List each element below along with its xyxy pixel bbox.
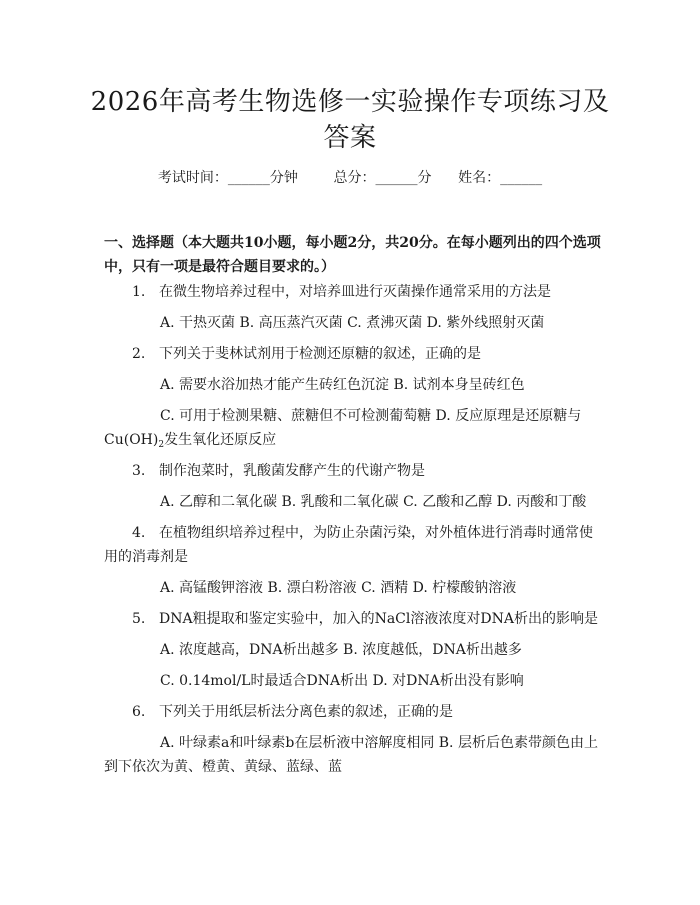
option-line: A. 乙醇和二氧化碳 B. 乳酸和二氧化碳 C. 乙酸和乙醇 D. 丙酸和丁酸 xyxy=(160,494,587,510)
time-unit: 分钟 xyxy=(269,170,298,186)
question-stem: 下列关于斐林试剂用于检测还原糖的叙述，正确的是 xyxy=(159,346,481,362)
question-stem: 在植物组织培养过程中，为防止杂菌污染，对外植体进行消毒时通常使用的消毒剂是 xyxy=(104,525,593,565)
question-number: 4. xyxy=(132,525,146,541)
question-1-options xyxy=(104,311,604,335)
option-line: A. 需要水浴加热才能产生砖红色沉淀 B. 试剂本身呈砖红色 xyxy=(160,377,525,393)
question-number: 5. xyxy=(132,611,146,627)
name-label: 姓名： xyxy=(458,170,501,186)
question-4-options xyxy=(104,576,604,600)
option-line: 发生氧化还原反应 xyxy=(164,432,277,448)
question-2-options-line-2 xyxy=(104,404,604,428)
question-3-options xyxy=(104,490,604,514)
name-blank: ______ xyxy=(500,170,543,186)
option-line: A. 干热灭菌 B. 高压蒸汽灭菌 C. 煮沸灭菌 D. 紫外线照射灭菌 xyxy=(160,315,545,331)
question-5-options-line-2 xyxy=(104,669,604,693)
option-line: A. 叶绿素a和叶绿素b在层析液中溶解度相同 B. 层析后色素带颜色由上到下依次为黄、橙黄、黄绿、蓝绿、蓝 xyxy=(104,735,598,775)
question-6-options xyxy=(104,731,604,779)
question-6 xyxy=(104,700,604,724)
question-1 xyxy=(104,280,604,304)
question-number: 6. xyxy=(132,704,146,720)
question-stem: 制作泡菜时，乳酸菌发酵产生的代谢产物是 xyxy=(159,463,425,479)
question-stem: 在微生物培养过程中，对培养皿进行灭菌操作通常采用的方法是 xyxy=(159,284,551,300)
section-heading: 一、选择题（本大题共10小题，每小题2分，共20分。在每小题列出的四个选项中，只有一项是最符合题目要求的。） xyxy=(104,235,601,275)
question-5-options-line-1 xyxy=(104,638,604,662)
formula-text: Cu(OH) xyxy=(104,432,159,448)
time-blank: ______ xyxy=(227,170,270,186)
question-2-options-line-3 xyxy=(104,428,604,452)
question-number: 3. xyxy=(132,463,146,479)
question-2-options-line-1 xyxy=(104,373,604,397)
score-label: 总分： xyxy=(333,170,376,186)
score-blank: ______ xyxy=(375,170,418,186)
option-line: C. 可用于检测果糖、蔗糖但不可检测葡萄糖 D. 反应原理是还原糖与 xyxy=(160,408,582,424)
option-line: C. 0.14mol/L时最适合DNA析出 D. 对DNA析出没有影响 xyxy=(160,673,524,689)
page-title: 2026年高考生物选修一实验操作专项练习及答案 xyxy=(90,87,610,153)
formula-subscript: 2 xyxy=(158,440,165,450)
score-unit: 分 xyxy=(417,170,432,186)
question-stem: DNA粗提取和鉴定实验中，加入的NaCl溶液浓度对DNA析出的影响是 xyxy=(159,611,598,627)
option-line: A. 高锰酸钾溶液 B. 漂白粉溶液 C. 酒精 D. 柠檬酸钠溶液 xyxy=(160,580,517,596)
question-2 xyxy=(104,342,604,366)
option-line: A. 浓度越高，DNA析出越多 B. 浓度越低，DNA析出越多 xyxy=(160,642,522,658)
exam-info-line xyxy=(0,168,700,188)
question-5 xyxy=(104,607,604,631)
question-number: 2. xyxy=(132,346,146,362)
question-stem: 下列关于用纸层析法分离色素的叙述，正确的是 xyxy=(159,704,453,720)
question-3 xyxy=(104,459,604,483)
time-label: 考试时间： xyxy=(157,170,228,186)
question-4 xyxy=(104,521,604,569)
question-number: 1. xyxy=(132,284,146,300)
